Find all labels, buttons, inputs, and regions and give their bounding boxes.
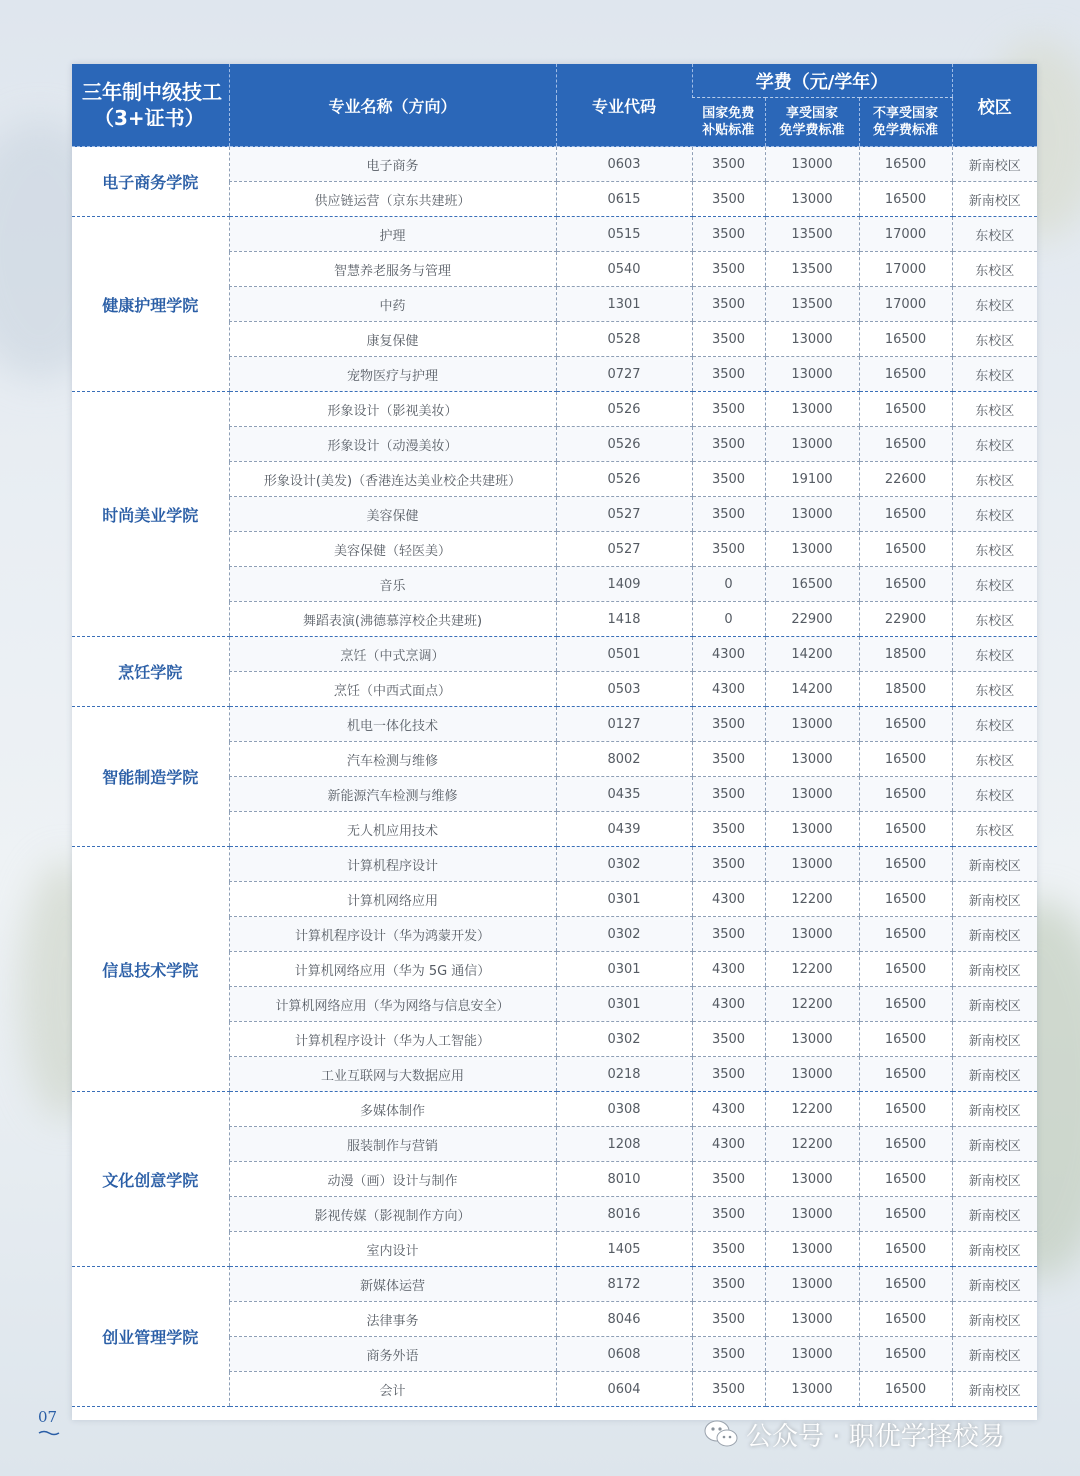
major-name-cell: 中药 [229, 287, 556, 322]
campus-header: 校区 [952, 64, 1037, 147]
fee-without-free-cell: 16500 [859, 1092, 952, 1127]
major-name-cell: 计算机程序设计（华为人工智能） [229, 1022, 556, 1057]
fee-subsidy-cell: 3500 [692, 1302, 765, 1337]
fee-without-free-cell: 17000 [859, 287, 952, 322]
fee-subsidy-cell: 4300 [692, 637, 765, 672]
fee-subsidy-cell: 3500 [692, 392, 765, 427]
major-name-cell: 电子商务 [229, 147, 556, 182]
major-name-header: 专业名称（方向） [229, 64, 556, 147]
fee-subsidy-cell: 4300 [692, 1127, 765, 1162]
table-row [72, 217, 1037, 252]
major-name-cell: 护理 [229, 217, 556, 252]
fee-without-free-cell: 16500 [859, 1372, 952, 1407]
fee-subsidy-cell: 3500 [692, 147, 765, 182]
fee-without-free-cell: 17000 [859, 252, 952, 287]
fee-table-card [72, 64, 1037, 1420]
major-code-cell: 1208 [556, 1127, 692, 1162]
campus-cell: 东校区 [952, 532, 1037, 567]
major-name-cell: 计算机程序设计（华为鸿蒙开发） [229, 917, 556, 952]
major-code-cell: 0528 [556, 322, 692, 357]
fee-subsidy-cell: 3500 [692, 1057, 765, 1092]
program-type-line2: （3+证书） [94, 106, 205, 130]
fee-without-free-cell: 22600 [859, 462, 952, 497]
fee-with-free-header [765, 98, 859, 147]
major-name-cell: 工业互联网与大数据应用 [229, 1057, 556, 1092]
fee-with-free-cell: 16500 [765, 567, 859, 602]
major-code-cell: 8046 [556, 1302, 692, 1337]
fee-subsidy-cell: 3500 [692, 1337, 765, 1372]
major-name-cell: 动漫（画）设计与制作 [229, 1162, 556, 1197]
fee-without-free-cell: 16500 [859, 567, 952, 602]
fee-without-free-cell: 16500 [859, 357, 952, 392]
fee-subsidy-cell: 4300 [692, 672, 765, 707]
fee-with-free-cell: 12200 [765, 1127, 859, 1162]
major-code-cell: 0526 [556, 462, 692, 497]
fee-without-free-cell: 16500 [859, 987, 952, 1022]
fee-with-free-cell: 13000 [765, 1232, 859, 1267]
major-code-cell: 0608 [556, 1337, 692, 1372]
major-code-cell: 0727 [556, 357, 692, 392]
major-name-cell: 计算机网络应用 [229, 882, 556, 917]
fee-without-free-cell: 16500 [859, 182, 952, 217]
major-code-cell: 0301 [556, 882, 692, 917]
fee-without-free-cell: 16500 [859, 322, 952, 357]
fee-without-free-line2: 免学费标准 [873, 123, 939, 138]
fee-with-free-cell: 13000 [765, 182, 859, 217]
campus-cell: 新南校区 [952, 182, 1037, 217]
major-name-cell: 无人机应用技术 [229, 812, 556, 847]
major-name-cell: 室内设计 [229, 1232, 556, 1267]
fee-without-free-cell: 16500 [859, 1302, 952, 1337]
fee-without-free-cell: 22900 [859, 602, 952, 637]
campus-cell: 东校区 [952, 742, 1037, 777]
fee-subsidy-cell: 3500 [692, 742, 765, 777]
fee-without-free-cell: 16500 [859, 812, 952, 847]
major-name-cell: 形象设计（动漫美妆） [229, 427, 556, 462]
fee-without-free-cell: 16500 [859, 1337, 952, 1372]
fee-subsidy-cell: 3500 [692, 322, 765, 357]
campus-cell: 新南校区 [952, 1372, 1037, 1407]
fee-subsidy-cell: 3500 [692, 812, 765, 847]
fee-table [72, 64, 1037, 1407]
fee-subsidy-line1: 国家免费 [702, 106, 755, 121]
major-name-cell: 美容保健 [229, 497, 556, 532]
major-code-cell: 0435 [556, 777, 692, 812]
campus-cell: 新南校区 [952, 1057, 1037, 1092]
department-cell: 健康护理学院 [72, 217, 229, 392]
fee-with-free-cell: 13000 [765, 1372, 859, 1407]
major-name-cell: 智慧养老服务与管理 [229, 252, 556, 287]
fee-subsidy-cell: 0 [692, 567, 765, 602]
fee-subsidy-header [692, 98, 765, 147]
major-code-cell: 8172 [556, 1267, 692, 1302]
campus-cell: 新南校区 [952, 1127, 1037, 1162]
fee-subsidy-cell: 3500 [692, 497, 765, 532]
major-code-cell: 0302 [556, 917, 692, 952]
major-code-cell: 0527 [556, 497, 692, 532]
fee-without-free-cell: 16500 [859, 742, 952, 777]
major-code-cell: 0127 [556, 707, 692, 742]
fee-with-free-cell: 13000 [765, 1022, 859, 1057]
campus-cell: 东校区 [952, 392, 1037, 427]
fee-without-free-cell: 16500 [859, 1197, 952, 1232]
fee-subsidy-cell: 3500 [692, 287, 765, 322]
watermark [704, 1412, 1064, 1456]
campus-cell: 东校区 [952, 497, 1037, 532]
major-code-cell: 0604 [556, 1372, 692, 1407]
fee-subsidy-cell: 4300 [692, 1092, 765, 1127]
fee-with-free-cell: 13000 [765, 357, 859, 392]
fee-without-free-cell: 18500 [859, 637, 952, 672]
major-name-cell: 音乐 [229, 567, 556, 602]
major-code-cell: 0301 [556, 952, 692, 987]
department-cell: 文化创意学院 [72, 1092, 229, 1267]
table-row [72, 147, 1037, 182]
department-cell: 时尚美业学院 [72, 392, 229, 637]
major-code-cell: 1405 [556, 1232, 692, 1267]
fee-subsidy-cell: 3500 [692, 777, 765, 812]
fee-with-free-cell: 13000 [765, 1302, 859, 1337]
major-name-cell: 商务外语 [229, 1337, 556, 1372]
fee-without-free-cell: 16500 [859, 147, 952, 182]
major-code-cell: 0527 [556, 532, 692, 567]
campus-cell: 东校区 [952, 357, 1037, 392]
fee-subsidy-cell: 3500 [692, 252, 765, 287]
major-code-cell: 0501 [556, 637, 692, 672]
fee-with-free-cell: 13000 [765, 1337, 859, 1372]
campus-cell: 新南校区 [952, 952, 1037, 987]
fee-without-free-cell: 16500 [859, 532, 952, 567]
fee-with-free-cell: 13000 [765, 707, 859, 742]
major-code-cell: 8010 [556, 1162, 692, 1197]
campus-cell: 东校区 [952, 707, 1037, 742]
fee-with-free-cell: 13000 [765, 147, 859, 182]
major-code-cell: 0603 [556, 147, 692, 182]
fee-with-free-cell: 13000 [765, 1267, 859, 1302]
fee-with-free-cell: 13500 [765, 287, 859, 322]
major-name-cell: 烹饪（中西式面点） [229, 672, 556, 707]
major-name-cell: 服装制作与营销 [229, 1127, 556, 1162]
fee-without-free-cell: 16500 [859, 777, 952, 812]
campus-cell: 新南校区 [952, 917, 1037, 952]
fee-with-free-cell: 13000 [765, 777, 859, 812]
campus-cell: 新南校区 [952, 847, 1037, 882]
fee-without-free-cell: 16500 [859, 1022, 952, 1057]
fee-without-free-cell: 16500 [859, 847, 952, 882]
major-name-cell: 计算机网络应用（华为 5G 通信） [229, 952, 556, 987]
campus-cell: 新南校区 [952, 1162, 1037, 1197]
major-code-cell: 0615 [556, 182, 692, 217]
program-type-header [72, 64, 229, 147]
fee-with-free-cell: 13000 [765, 847, 859, 882]
fee-without-free-header [859, 98, 952, 147]
major-code-cell: 0218 [556, 1057, 692, 1092]
major-name-cell: 形象设计（影视美妆） [229, 392, 556, 427]
campus-cell: 新南校区 [952, 1092, 1037, 1127]
campus-cell: 新南校区 [952, 882, 1037, 917]
fee-with-free-cell: 13000 [765, 1197, 859, 1232]
header-row [72, 64, 1037, 98]
campus-cell: 东校区 [952, 602, 1037, 637]
major-name-cell: 形象设计(美发)（香港连达美业校企共建班） [229, 462, 556, 497]
table-row [72, 1092, 1037, 1127]
campus-cell: 东校区 [952, 462, 1037, 497]
fee-with-free-cell: 12200 [765, 1092, 859, 1127]
major-name-cell: 会计 [229, 1372, 556, 1407]
campus-cell: 新南校区 [952, 1232, 1037, 1267]
major-name-cell: 影视传媒（影视制作方向） [229, 1197, 556, 1232]
fee-subsidy-line2: 补贴标准 [702, 123, 755, 138]
campus-cell: 东校区 [952, 287, 1037, 322]
fee-subsidy-cell: 4300 [692, 987, 765, 1022]
fee-with-free-cell: 13000 [765, 1057, 859, 1092]
table-body [72, 147, 1037, 1407]
campus-cell: 东校区 [952, 637, 1037, 672]
department-cell: 创业管理学院 [72, 1267, 229, 1407]
major-code-cell: 0302 [556, 847, 692, 882]
major-name-cell: 多媒体制作 [229, 1092, 556, 1127]
fee-with-free-cell: 13000 [765, 322, 859, 357]
fee-with-free-cell: 13000 [765, 917, 859, 952]
fee-subsidy-cell: 4300 [692, 952, 765, 987]
campus-cell: 东校区 [952, 252, 1037, 287]
campus-cell: 新南校区 [952, 1197, 1037, 1232]
major-code-cell: 0439 [556, 812, 692, 847]
fee-subsidy-cell: 3500 [692, 1022, 765, 1057]
major-code-cell: 0540 [556, 252, 692, 287]
campus-cell: 新南校区 [952, 987, 1037, 1022]
fee-subsidy-cell: 3500 [692, 1197, 765, 1232]
fee-without-free-line1: 不享受国家 [873, 106, 939, 121]
fee-with-free-cell: 19100 [765, 462, 859, 497]
table-row [72, 707, 1037, 742]
campus-cell: 新南校区 [952, 1337, 1037, 1372]
major-code-cell: 0308 [556, 1092, 692, 1127]
watermark-text: 公众号 · 职优学择校易 [746, 1421, 1005, 1452]
fee-with-free-line1: 享受国家 [785, 106, 838, 121]
page-number: 07 [38, 1408, 58, 1426]
major-code-cell: 8002 [556, 742, 692, 777]
major-code-cell: 0515 [556, 217, 692, 252]
fee-group-header: 学费（元/学年） [692, 64, 952, 98]
fee-without-free-cell: 16500 [859, 882, 952, 917]
fee-with-free-cell: 12200 [765, 987, 859, 1022]
table-row [72, 1267, 1037, 1302]
fee-subsidy-cell: 3500 [692, 917, 765, 952]
fee-subsidy-cell: 3500 [692, 462, 765, 497]
fee-with-free-cell: 13000 [765, 742, 859, 777]
table-row [72, 847, 1037, 882]
fee-without-free-cell: 16500 [859, 952, 952, 987]
major-name-cell: 法律事务 [229, 1302, 556, 1337]
fee-with-free-cell: 13000 [765, 392, 859, 427]
campus-cell: 东校区 [952, 672, 1037, 707]
fee-subsidy-cell: 3500 [692, 1162, 765, 1197]
department-cell: 智能制造学院 [72, 707, 229, 847]
major-name-cell: 美容保健（轻医美） [229, 532, 556, 567]
fee-without-free-cell: 16500 [859, 392, 952, 427]
major-code-cell: 0526 [556, 392, 692, 427]
fee-with-free-cell: 13000 [765, 427, 859, 462]
campus-cell: 东校区 [952, 427, 1037, 462]
major-name-cell: 机电一体化技术 [229, 707, 556, 742]
fee-subsidy-cell: 3500 [692, 1232, 765, 1267]
campus-cell: 新南校区 [952, 1302, 1037, 1337]
table-row [72, 392, 1037, 427]
fee-subsidy-cell: 3500 [692, 182, 765, 217]
fee-with-free-cell: 12200 [765, 882, 859, 917]
fee-without-free-cell: 16500 [859, 1127, 952, 1162]
major-name-cell: 供应链运营（京东共建班） [229, 182, 556, 217]
fee-with-free-cell: 13000 [765, 812, 859, 847]
fee-with-free-cell: 13000 [765, 497, 859, 532]
campus-cell: 新南校区 [952, 1022, 1037, 1057]
major-name-cell: 康复保健 [229, 322, 556, 357]
fee-without-free-cell: 16500 [859, 1232, 952, 1267]
fee-with-free-cell: 14200 [765, 637, 859, 672]
major-name-cell: 宠物医疗与护理 [229, 357, 556, 392]
major-name-cell: 计算机网络应用（华为网络与信息安全） [229, 987, 556, 1022]
major-code-cell: 0503 [556, 672, 692, 707]
campus-cell: 东校区 [952, 322, 1037, 357]
fee-subsidy-cell: 3500 [692, 1372, 765, 1407]
campus-cell: 东校区 [952, 567, 1037, 602]
campus-cell: 东校区 [952, 777, 1037, 812]
fee-without-free-cell: 16500 [859, 917, 952, 952]
fee-subsidy-cell: 3500 [692, 357, 765, 392]
campus-cell: 东校区 [952, 217, 1037, 252]
fee-subsidy-cell: 3500 [692, 1267, 765, 1302]
table-row [72, 637, 1037, 672]
fee-without-free-cell: 16500 [859, 1057, 952, 1092]
fee-subsidy-cell: 3500 [692, 532, 765, 567]
fee-with-free-cell: 12200 [765, 952, 859, 987]
fee-subsidy-cell: 3500 [692, 427, 765, 462]
wave-decoration-icon [38, 1430, 60, 1436]
fee-subsidy-cell: 0 [692, 602, 765, 637]
department-cell: 烹饪学院 [72, 637, 229, 707]
fee-with-free-cell: 13000 [765, 1162, 859, 1197]
major-code-cell: 8016 [556, 1197, 692, 1232]
fee-with-free-cell: 14200 [765, 672, 859, 707]
major-code-cell: 1418 [556, 602, 692, 637]
fee-with-free-cell: 13500 [765, 252, 859, 287]
fee-without-free-cell: 16500 [859, 427, 952, 462]
fee-subsidy-cell: 3500 [692, 217, 765, 252]
fee-with-free-line2: 免学费标准 [779, 123, 845, 138]
fee-with-free-cell: 13500 [765, 217, 859, 252]
major-code-cell: 1409 [556, 567, 692, 602]
major-name-cell: 计算机程序设计 [229, 847, 556, 882]
major-code-cell: 0526 [556, 427, 692, 462]
major-code-cell: 0302 [556, 1022, 692, 1057]
fee-subsidy-cell: 3500 [692, 707, 765, 742]
fee-without-free-cell: 16500 [859, 497, 952, 532]
campus-cell: 东校区 [952, 812, 1037, 847]
major-name-cell: 新媒体运营 [229, 1267, 556, 1302]
fee-without-free-cell: 16500 [859, 707, 952, 742]
major-code-cell: 0301 [556, 987, 692, 1022]
fee-subsidy-cell: 3500 [692, 847, 765, 882]
major-name-cell: 新能源汽车检测与维修 [229, 777, 556, 812]
fee-with-free-cell: 22900 [765, 602, 859, 637]
wechat-icon [704, 1419, 738, 1449]
fee-without-free-cell: 18500 [859, 672, 952, 707]
department-cell: 信息技术学院 [72, 847, 229, 1092]
campus-cell: 新南校区 [952, 1267, 1037, 1302]
major-name-cell: 舞蹈表演(沸德慕淳校企共建班) [229, 602, 556, 637]
fee-without-free-cell: 16500 [859, 1162, 952, 1197]
fee-without-free-cell: 17000 [859, 217, 952, 252]
major-name-cell: 烹饪（中式烹调） [229, 637, 556, 672]
program-type-line1: 三年制中级技工 [82, 80, 222, 104]
major-code-cell: 1301 [556, 287, 692, 322]
major-name-cell: 汽车检测与维修 [229, 742, 556, 777]
fee-subsidy-cell: 4300 [692, 882, 765, 917]
campus-cell: 新南校区 [952, 147, 1037, 182]
fee-with-free-cell: 13000 [765, 532, 859, 567]
fee-without-free-cell: 16500 [859, 1267, 952, 1302]
major-code-header: 专业代码 [556, 64, 692, 147]
department-cell: 电子商务学院 [72, 147, 229, 217]
